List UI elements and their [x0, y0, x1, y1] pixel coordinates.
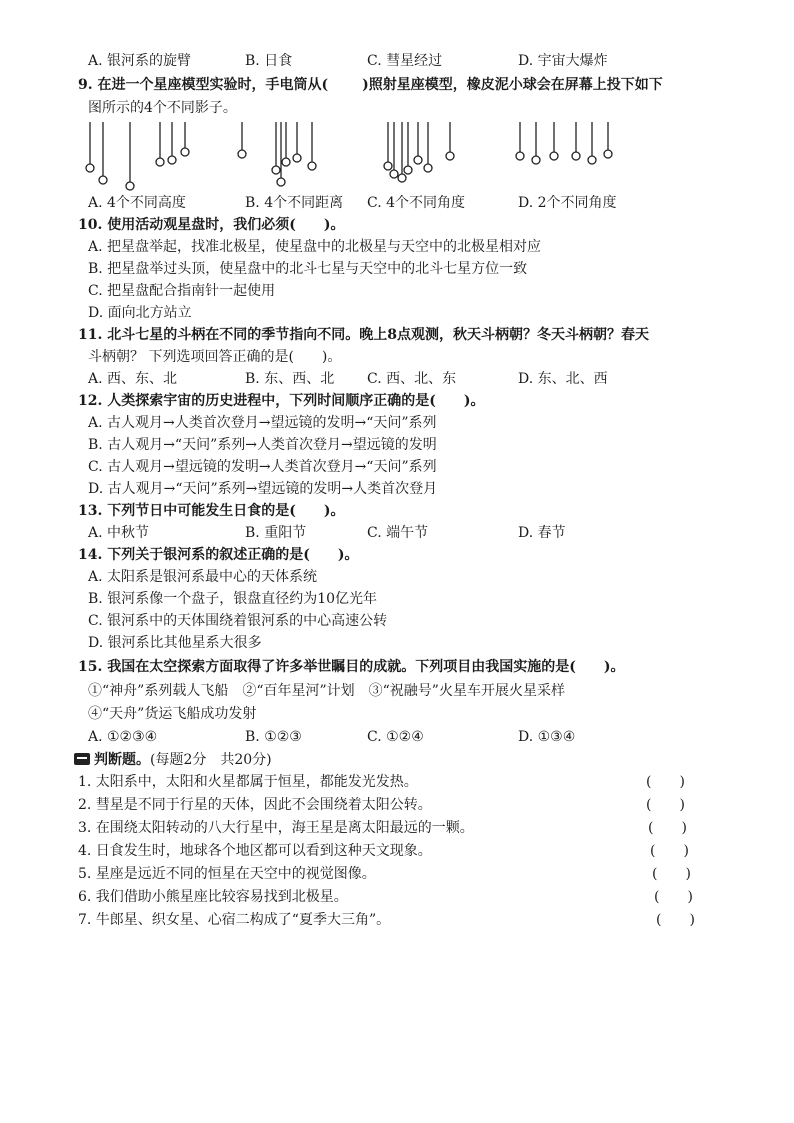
judgement-item-7: 7. 牛郎星、织女星、心宿二构成了“夏季大三角”。: [78, 912, 391, 928]
q13-option-a[interactable]: A. 中秋节: [88, 525, 150, 541]
q12-option-a[interactable]: A. 古人观月→人类首次登月→望远镜的发明→“天问”系列: [88, 415, 437, 431]
judgement-item-4: 4. 日食发生时，地球各个地区都可以看到这种天文现象。: [78, 843, 432, 859]
q12-stem: 12. 人类探索宇宙的历史进程中，下列时间顺序正确的是( )。: [78, 393, 485, 409]
shadow-bead: [532, 156, 540, 164]
judgement-answer-6[interactable]: ( ): [654, 889, 693, 905]
q11-options: [88, 370, 708, 388]
q8-option-d[interactable]: D. 宇宙大爆炸: [518, 53, 608, 69]
q14-option-b[interactable]: B. 银河系像一个盘子，银盘直径约为10亿光年: [88, 591, 378, 607]
q13-option-d[interactable]: D. 春节: [518, 525, 566, 541]
shadow-bead: [384, 162, 392, 170]
q9-option-d[interactable]: D. 2个不同角度: [518, 195, 617, 211]
shadow-figure-a: [86, 122, 189, 190]
q11-stem-line2: 斗柄朝？ 下列选项回答正确的是( )。: [88, 349, 342, 365]
q9-stem-text: 9. 在进一个星座模型实验时，手电筒从(: [78, 77, 329, 93]
q13-option-b[interactable]: B. 重阳节: [245, 525, 307, 541]
shadow-bead: [446, 152, 454, 160]
judgement-answer-3[interactable]: ( ): [648, 820, 687, 836]
judgement-answer-7[interactable]: ( ): [656, 912, 695, 928]
q13-stem: 13. 下列节日中可能发生日食的是( )。: [78, 503, 345, 519]
shadow-bead: [277, 178, 285, 186]
shadow-bead: [272, 166, 280, 174]
section-badge-icon: [74, 753, 90, 765]
judgement-answer-4[interactable]: ( ): [650, 843, 689, 859]
q9-stem-tail: )照射星座模型，橡皮泥小球会在屏幕上投下如下: [362, 77, 663, 93]
q10-option-a[interactable]: A. 把星盘举起，找准北极星，使星盘中的北极星与天空中的北极星相对应: [88, 239, 542, 255]
shadow-figure-b: [238, 122, 316, 186]
judgement-answer-2[interactable]: ( ): [646, 797, 685, 813]
shadow-figure-d: [516, 122, 612, 164]
judgement-answer-5[interactable]: ( ): [652, 866, 691, 882]
shadow-bead: [282, 158, 290, 166]
q12-option-b[interactable]: B. 古人观月→“天问”系列→人类首次登月→望远镜的发明: [88, 437, 437, 453]
section-score: (每题2分 共20分): [150, 752, 272, 768]
q12-option-c[interactable]: C. 古人观月→望远镜的发明→人类首次登月→“天问”系列: [88, 459, 437, 475]
q15-items-line1: ①“神舟”系列载人飞船 ②“百年星河”计划 ③“祝融号”火星车开展火星采样: [88, 683, 565, 699]
q14-option-c[interactable]: C. 银河系中的天体围绕着银河系的中心高速公转: [88, 613, 388, 629]
shadow-bead: [516, 152, 524, 160]
judgement-item-5: 5. 星座是远近不同的恒星在天空中的视觉图像。: [78, 866, 376, 882]
shadow-bead: [398, 174, 406, 182]
q15-option-a[interactable]: A. ①②③④: [88, 729, 158, 745]
q10-option-b[interactable]: B. 把星盘举过头顶，使星盘中的北斗七星与天空中的北斗七星方位一致: [88, 261, 528, 277]
q8-option-a[interactable]: A. 银河系的旋臂: [88, 53, 192, 69]
q9-option-c[interactable]: C. 4个不同角度: [367, 195, 466, 211]
shadow-bead: [550, 152, 558, 160]
q10-stem: 10. 使用活动观星盘时，我们必须( )。: [78, 217, 345, 233]
shadow-bead: [168, 156, 176, 164]
shadow-bead: [156, 158, 164, 166]
shadow-bead: [424, 164, 432, 172]
q9-option-a[interactable]: A. 4个不同高度: [88, 195, 186, 211]
judgement-item-3: 3. 在围绕太阳转动的八大行星中，海王星是离太阳最远的一颗。: [78, 820, 474, 836]
q15-stem: 15. 我国在太空探索方面取得了许多举世瞩目的成就。下列项目由我国实施的是( )。: [78, 659, 625, 675]
q10-option-d[interactable]: D. 面向北方站立: [88, 305, 192, 321]
q8-options: [88, 52, 708, 70]
q10-option-c[interactable]: C. 把星盘配合指南针一起使用: [88, 283, 276, 299]
shadow-bead: [572, 152, 580, 160]
q9-options: [88, 194, 708, 212]
q13-options: [88, 524, 708, 542]
shadow-bead: [238, 150, 246, 158]
shadow-figure-c: [384, 122, 454, 182]
q15-option-d[interactable]: D. ①③④: [518, 729, 576, 745]
q11-option-b[interactable]: B. 东、西、北: [245, 371, 335, 387]
judgement-item-1: 1. 太阳系中，太阳和火星都属于恒星，都能发光发热。: [78, 774, 418, 790]
q8-option-b[interactable]: B. 日食: [245, 53, 293, 69]
shadow-bead: [588, 156, 596, 164]
shadow-bead: [99, 176, 107, 184]
q13-option-c[interactable]: C. 端午节: [367, 525, 429, 541]
shadow-bead: [604, 150, 612, 158]
shadow-figures: [80, 120, 740, 200]
q15-items-line2: ④“天舟”货运飞船成功发射: [88, 706, 257, 722]
shadow-bead: [293, 154, 301, 162]
shadow-bead: [308, 162, 316, 170]
section-heading: [74, 751, 272, 769]
q8-option-c[interactable]: C. 彗星经过: [367, 53, 443, 69]
q14-option-a[interactable]: A. 太阳系是银河系最中心的天体系统: [88, 569, 318, 585]
q11-option-a[interactable]: A. 西、东、北: [88, 371, 178, 387]
q15-option-c[interactable]: C. ①②④: [367, 729, 424, 745]
q14-stem: 14. 下列关于银河系的叙述正确的是( )。: [78, 547, 359, 563]
shadow-bead: [390, 170, 398, 178]
q11-option-c[interactable]: C. 西、北、东: [367, 371, 457, 387]
shadow-bead: [181, 148, 189, 156]
judgement-item-2: 2. 彗星是不同于行星的天体，因此不会围绕着太阳公转。: [78, 797, 432, 813]
q14-option-d[interactable]: D. 银河系比其他星系大很多: [88, 635, 262, 651]
q9-stem-line1: [78, 76, 663, 94]
shadow-bead: [86, 164, 94, 172]
q9-option-b[interactable]: B. 4个不同距离: [245, 195, 344, 211]
q12-option-d[interactable]: D. 古人观月→“天问”系列→望远镜的发明→人类首次登月: [88, 481, 438, 497]
q9-stem-line2: 图所示的4个不同影子。: [88, 100, 237, 116]
judgement-item-6: 6. 我们借助小熊星座比较容易找到北极星。: [78, 889, 348, 905]
q11-option-d[interactable]: D. 东、北、西: [518, 371, 608, 387]
shadow-bead: [126, 182, 134, 190]
shadow-bead: [404, 166, 412, 174]
q15-options: [88, 728, 708, 746]
q15-option-b[interactable]: B. ①②③: [245, 729, 302, 745]
section-title: 判断题。: [94, 752, 150, 768]
q11-stem-line1: 11. 北斗七星的斗柄在不同的季节指向不同。晚上8点观测，秋天斗柄朝？冬天斗柄朝？春天: [78, 327, 649, 343]
judgement-answer-1[interactable]: ( ): [646, 774, 685, 790]
shadow-bead: [414, 156, 422, 164]
